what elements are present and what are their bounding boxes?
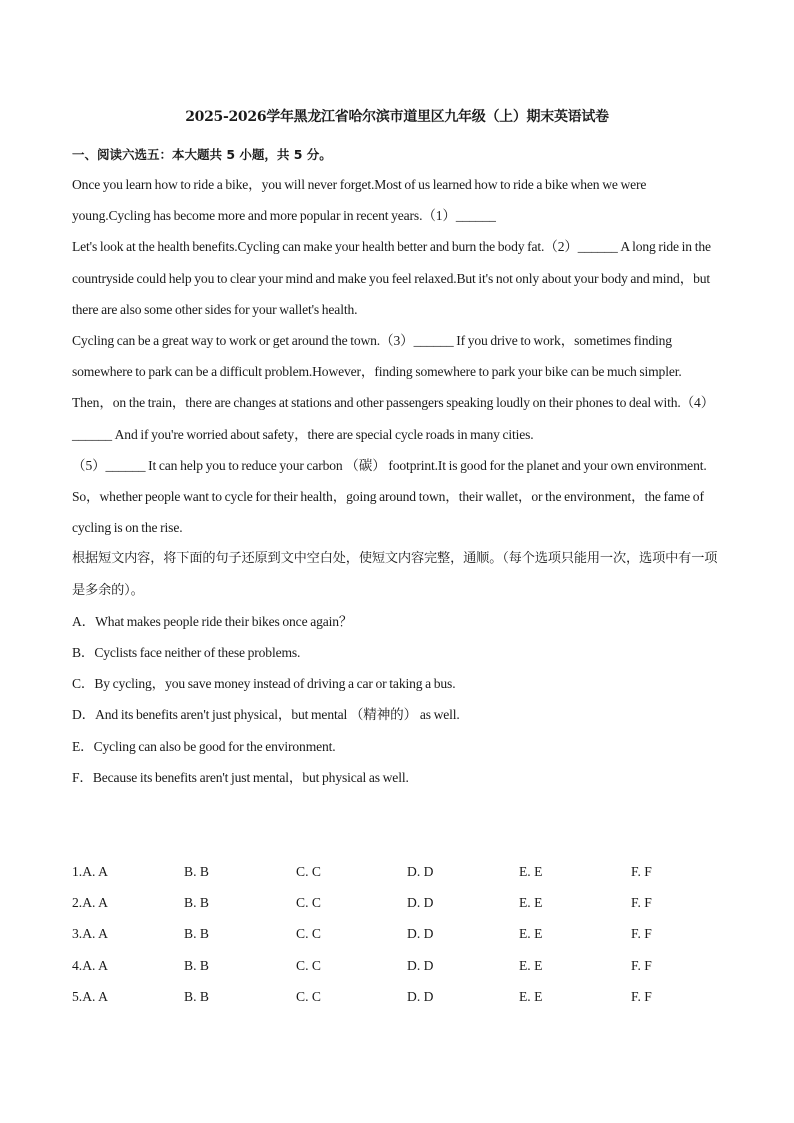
answer-choice-f[interactable]: F. F — [631, 864, 652, 879]
question-number: 2. — [72, 895, 83, 911]
option-a: A．What makes people ride their bikes once again？ — [72, 613, 353, 629]
answer-choice-f[interactable]: F. F — [631, 895, 652, 911]
answer-choice-e[interactable]: E. E — [519, 864, 543, 879]
answer-row — [72, 856, 732, 887]
answer-choice-c[interactable]: C. C — [296, 926, 321, 942]
page-title: 2025-2026学年黑龙江省哈尔滨市道里区九年级（上）期末英语试卷 — [185, 109, 609, 125]
instruction-text: 根据短文内容，将下面的句子还原到文中空白处，使短文内容完整，通顺。（每个选项只能用一次，选项中有一项是多余的）。 — [72, 551, 718, 598]
answer-choice-c[interactable]: C. C — [296, 895, 321, 911]
answer-choice-f[interactable]: F. F — [631, 957, 652, 973]
answer-row — [72, 918, 732, 949]
answer-choice-d[interactable]: D. D — [407, 988, 434, 1004]
answer-choice-a[interactable]: 5.A. A — [72, 988, 108, 1004]
answer-choice-b[interactable]: B. B — [184, 988, 209, 1004]
answer-choice-e[interactable]: E. E — [519, 957, 543, 973]
answer-choice-b[interactable]: B. B — [184, 864, 209, 879]
passage-paragraph-1: Once you learn how to ride a bike，you will never forget.Most of us learned how to ride a bike when we were young.Cycling has become more and more popular in recent years.（1）______ — [72, 177, 647, 224]
answer-row — [72, 887, 732, 918]
answer-choice-e[interactable]: E. E — [519, 926, 543, 942]
passage-paragraph-5: （5）______ It can help you to reduce your carbon （碳） footprint.It is good for the planet and your own environment. — [72, 457, 707, 473]
answer-choice-c[interactable]: C. C — [296, 988, 321, 1004]
question-number: 4. — [72, 957, 83, 973]
answer-choice-d[interactable]: D. D — [407, 926, 434, 942]
option-c: C．By cycling，you save money instead of driving a car or taking a bus. — [72, 676, 456, 692]
answer-choice-f[interactable]: F. F — [631, 926, 652, 942]
answer-choice-a[interactable]: 4.A. A — [72, 957, 108, 973]
answer-choice-b[interactable]: B. B — [184, 895, 209, 911]
answer-grid — [72, 856, 732, 1012]
answer-choice-c[interactable]: C. C — [296, 864, 321, 879]
passage-paragraph-4: Then，on the train，there are changes at stations and other passengers speaking loudly on their phones to deal with.（4）______ And if you're worried about safety，there are special cycle roads in many cities. — [72, 395, 715, 442]
passage-paragraph-6: So，whether people want to cycle for their health，going around town，their wallet，or the environment，the fame of cycling is on the rise. — [72, 489, 704, 536]
answer-choice-b[interactable]: B. B — [184, 957, 209, 973]
section-heading: 一、阅读六选五：本大题共 5 小题，共 5 分。 — [72, 147, 332, 162]
answer-choice-d[interactable]: D. D — [407, 895, 434, 911]
question-number: 3. — [72, 926, 83, 942]
passage-paragraph-3: Cycling can be a great way to work or get around the town.（3）______ If you drive to work，sometimes finding somewhere to park can be a difficult problem.However，finding somewhere to park your bike can be much simpler. — [72, 333, 682, 380]
option-d: D．And its benefits aren't just physical，but mental （精神的） as well. — [72, 707, 460, 723]
question-number: 1. — [72, 864, 83, 879]
option-f: F．Because its benefits aren't just mental，but physical as well. — [72, 769, 409, 785]
answer-choice-e[interactable]: E. E — [519, 895, 543, 911]
option-b: B．Cyclists face neither of these problems. — [72, 645, 301, 661]
passage-paragraph-2: Let's look at the health benefits.Cycling can make your health better and burn the body fat.（2）______ A long ride in the countryside could help you to clear your mind and make you feel relaxed.But it's not only about your body and mind，but there are also some other sides for your wallet's health. — [72, 239, 711, 317]
answer-choice-a[interactable]: 1.A. A — [72, 864, 108, 879]
answer-choice-f[interactable]: F. F — [631, 988, 652, 1004]
answer-choice-e[interactable]: E. E — [519, 988, 543, 1004]
answer-row — [72, 950, 732, 981]
answer-choice-d[interactable]: D. D — [407, 957, 434, 973]
answer-choice-a[interactable]: 3.A. A — [72, 926, 108, 942]
option-e: E．Cycling can also be good for the environment. — [72, 738, 336, 754]
reading-passage — [72, 169, 720, 793]
question-number: 5. — [72, 988, 83, 1004]
answer-choice-b[interactable]: B. B — [184, 926, 209, 942]
answer-choice-c[interactable]: C. C — [296, 957, 321, 973]
answer-row — [72, 981, 732, 1012]
answer-choice-d[interactable]: D. D — [407, 864, 434, 879]
answer-choice-a[interactable]: 2.A. A — [72, 895, 108, 911]
